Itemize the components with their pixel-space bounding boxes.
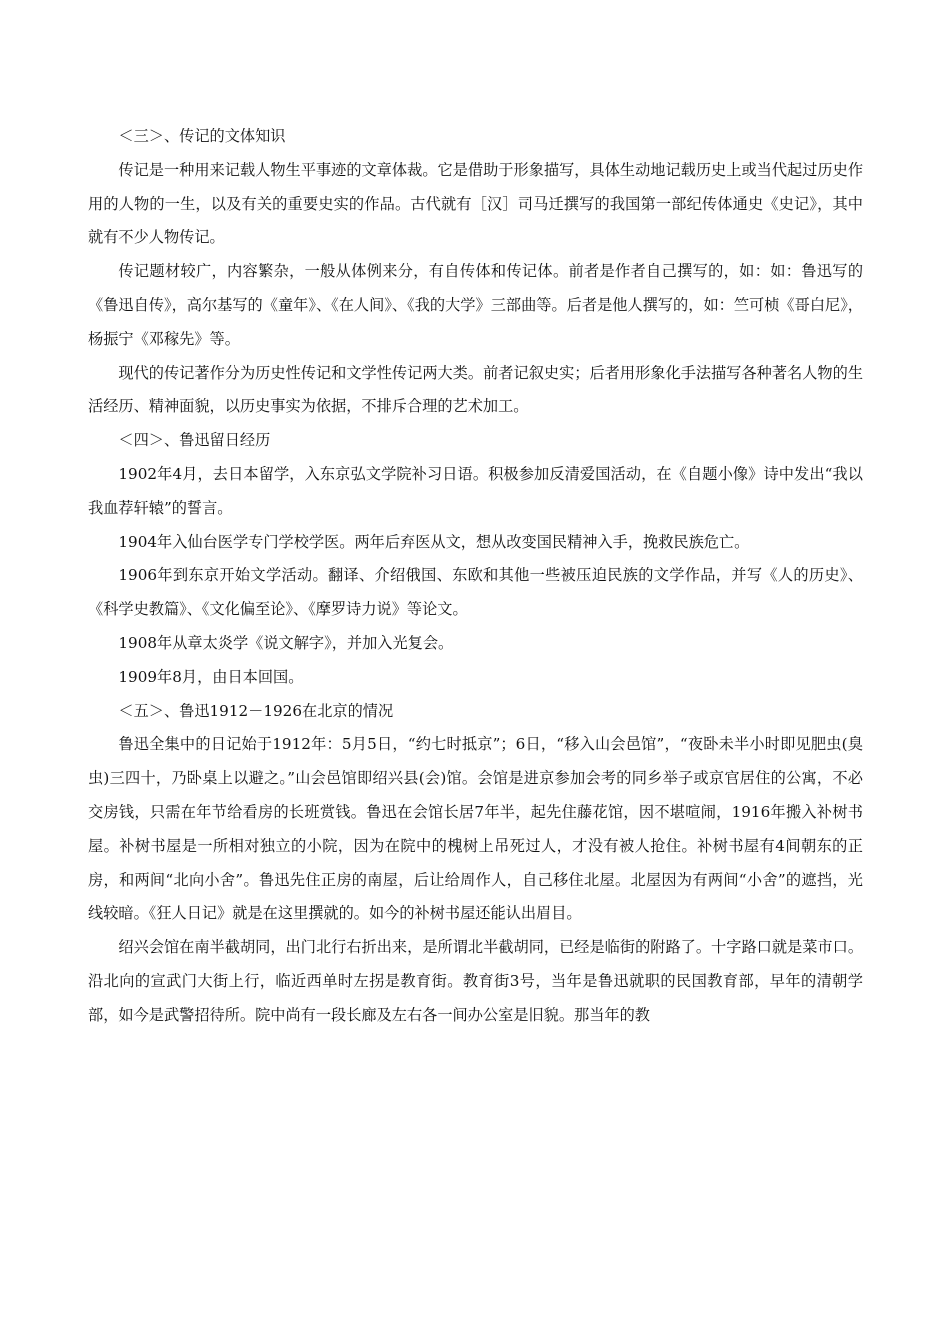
paragraph-1904: 1904年入仙台医学专门学校学医。两年后弃医从文，想从改变国民精神入手，挽救民族危亡。 — [118, 532, 750, 551]
section-heading-japan: ＜四＞、鲁迅留日经历 — [118, 431, 271, 450]
paragraph-biography-definition: 传记是一种用来记载人物生平事迹的文章体裁。它是借助于形象描写，具体生动地记载历史上或当代起过历史作用的人物的一生，以及有关的重要史实的作品。古代就有［汉］司马迁撰写的我国第一部纪传体通史《史记》，其中就有不少人物传记。 — [88, 160, 863, 247]
paragraph-diary: 鲁迅全集中的日记始于1912年：5月5日，“约七时抵京”；6日，“移入山会邑馆”，“夜卧未半小时即见肥虫(臭虫)三四十，乃卧桌上以避之。”山会邑馆即绍兴县(会)馆。会馆是进京参加会考的同乡举子或京官居住的公寓，不必交房钱，只需在年节给看房的长班赏钱。鲁迅在会馆长居7年半，起先住藤花馆，因不堪喧闹，1916年搬入补树书屋。补树书屋是一所相对独立的小院，因为在院中的槐树上吊死过人，才没有被人抢住。补树书屋有4间朝东的正房，和两间“北向小舍”。鲁迅先住正房的南屋，后让给周作人，自己移住北屋。北屋因为有两间“小舍”的遮挡，光线较暗。《狂人日记》就是在这里撰就的。如今的补树书屋还能认出眉目。 — [88, 735, 863, 923]
paragraph-shaoxing-guild: 绍兴会馆在南半截胡同，出门北行右折出来，是所谓北半截胡同，已经是临街的附路了。十字路口就是菜市口。沿北向的宣武门大街上行，临近西单时左拐是教育街。教育街3号，当年是鲁迅就职的民国教育部，早年的清朝学部，如今是武警招待所。院中尚有一段长廊及左右各一间办公室是旧貌。那当年的教 — [88, 938, 863, 1024]
paragraph-1906: 1906年到东京开始文学活动。翻译、介绍俄国、东欧和其他一些被压迫民族的文学作品，并写《人的历史》、《科学史教篇》、《文化偏至论》、《摩罗诗力说》等论文。 — [88, 566, 863, 619]
document-page — [88, 120, 863, 1033]
section-heading-biography: ＜三＞、传记的文体知识 — [118, 127, 286, 145]
paragraph-1908: 1908年从章太炎学《说文解字》，并加入光复会。 — [118, 633, 454, 652]
section-heading-beijing: ＜五＞、鲁迅1912－1926在北京的情况 — [118, 701, 394, 720]
paragraph-biography-types: 传记题材较广，内容繁杂，一般从体例来分，有自传体和传记体。前者是作者自己撰写的，如：如：鲁迅写的《鲁迅自传》，高尔基写的《童年》、《在人间》、《我的大学》三部曲等。后者是他人撰写的，如：竺可桢《哥白尼》，杨振宁《邓稼先》等。 — [88, 262, 863, 348]
paragraph-1902: 1902年4月，去日本留学，入东京弘文学院补习日语。积极参加反清爱国活动，在《自题小像》诗中发出“我以我血荐轩辕”的誓言。 — [88, 464, 863, 517]
paragraph-1909: 1909年8月，由日本回国。 — [118, 667, 304, 686]
paragraph-modern-biography: 现代的传记著作分为历史性传记和文学性传记两大类。前者记叙史实；后者用形象化手法描写各种著名人物的生活经历、精神面貌，以历史事实为依据，不排斥合理的艺术加工。 — [88, 363, 863, 416]
